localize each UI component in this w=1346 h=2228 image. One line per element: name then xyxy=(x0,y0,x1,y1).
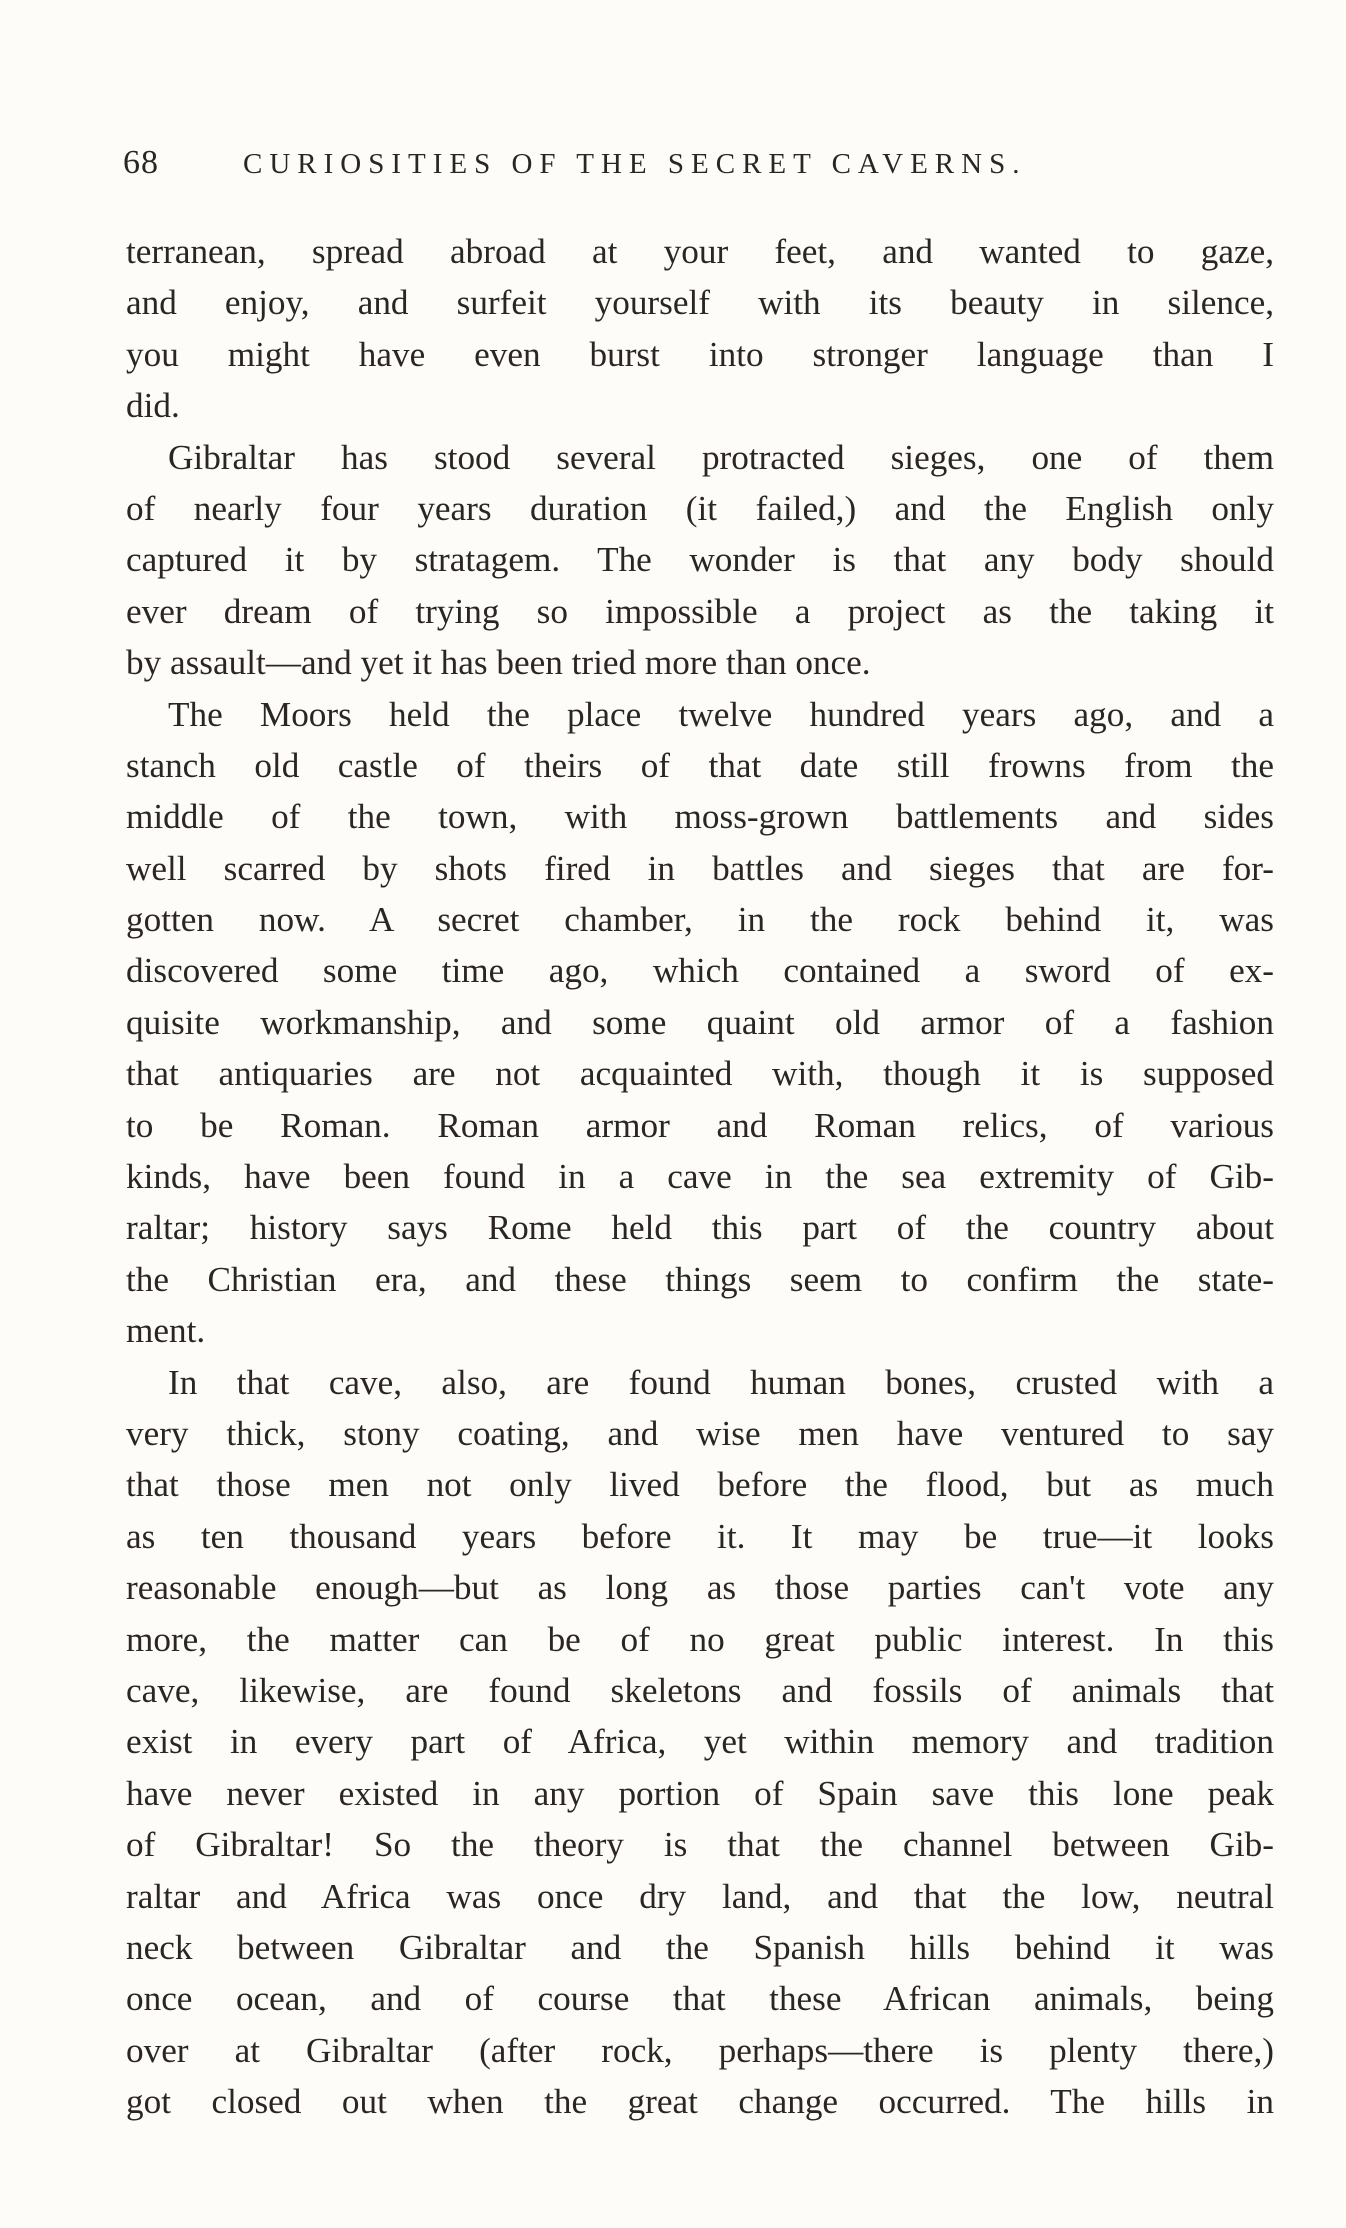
text-line: ever dream of trying so impossible a project as the taking it xyxy=(126,591,1274,631)
text-line: raltar; history says Rome held this part of the country about xyxy=(126,1208,1274,1248)
text-line: you might have even burst into stronger language than I xyxy=(126,334,1274,374)
text-line: the Christian era, and these things seem to confirm the state- xyxy=(126,1259,1274,1299)
text-line: Gibraltar has stood several protracted sieges, one of them xyxy=(168,437,1274,477)
text-line: of Gibraltar! So the theory is that the channel between Gib- xyxy=(126,1825,1274,1865)
text-line: gotten now. A secret chamber, in the rock behind it, was xyxy=(126,900,1274,940)
text-line: over at Gibraltar (after rock, perhaps—there is plenty there,) xyxy=(126,2030,1274,2070)
text-line: middle of the town, with moss-grown battlements and sides xyxy=(126,797,1274,837)
text-line: very thick, stony coating, and wise men have ventured to say xyxy=(126,1413,1274,1453)
body-text xyxy=(126,226,1274,2127)
text-line: and enjoy, and surfeit yourself with its beauty in silence, xyxy=(126,283,1274,323)
text-line: quisite workmanship, and some quaint old armor of a fashion xyxy=(126,1002,1274,1042)
text-line: did. xyxy=(126,386,180,426)
text-line: by assault—and yet it has been tried more than once. xyxy=(126,643,871,683)
text-line: neck between Gibraltar and the Spanish hills behind it was xyxy=(126,1927,1274,1967)
text-line: raltar and Africa was once dry land, and that the low, neutral xyxy=(126,1876,1274,1916)
text-line: The Moors held the place twelve hundred years ago, and a xyxy=(168,694,1274,734)
running-title: CURIOSITIES OF THE SECRET CAVERNS. xyxy=(243,148,1027,180)
text-line: that those men not only lived before the flood, but as much xyxy=(126,1465,1274,1505)
text-line: got closed out when the great change occurred. The hills in xyxy=(126,2082,1274,2122)
text-line: once ocean, and of course that these African animals, being xyxy=(126,1979,1274,2019)
text-line: of nearly four years duration (it failed,) and the English only xyxy=(126,488,1274,528)
text-line: terranean, spread abroad at your feet, and wanted to gaze, xyxy=(126,232,1274,271)
text-line: cave, likewise, are found skeletons and fossils of animals that xyxy=(126,1670,1274,1710)
text-line: ment. xyxy=(126,1311,206,1351)
text-line: more, the matter can be of no great public interest. In this xyxy=(126,1619,1274,1659)
text-line: discovered some time ago, which contained a sword of ex- xyxy=(126,951,1274,991)
page-number: 68 xyxy=(123,144,159,181)
text-line: kinds, have been found in a cave in the sea extremity of Gib- xyxy=(126,1157,1274,1197)
text-line: as ten thousand years before it. It may be true—it looks xyxy=(126,1516,1274,1556)
text-line: captured it by stratagem. The wonder is that any body should xyxy=(126,540,1274,580)
text-line: stanch old castle of theirs of that date still frowns from the xyxy=(126,745,1274,785)
text-line: exist in every part of Africa, yet within memory and tradition xyxy=(126,1722,1274,1762)
text-line: In that cave, also, are found human bones, crusted with a xyxy=(168,1362,1274,1402)
text-line: to be Roman. Roman armor and Roman relics, of various xyxy=(126,1105,1274,1145)
text-line: that antiquaries are not acquainted with, though it is supposed xyxy=(126,1054,1274,1094)
page-header xyxy=(123,144,1173,192)
text-line: reasonable enough—but as long as those parties can't vote any xyxy=(126,1568,1274,1608)
text-line: have never existed in any portion of Spain save this lone peak xyxy=(126,1773,1274,1813)
text-line: well scarred by shots fired in battles and sieges that are for- xyxy=(126,848,1274,888)
